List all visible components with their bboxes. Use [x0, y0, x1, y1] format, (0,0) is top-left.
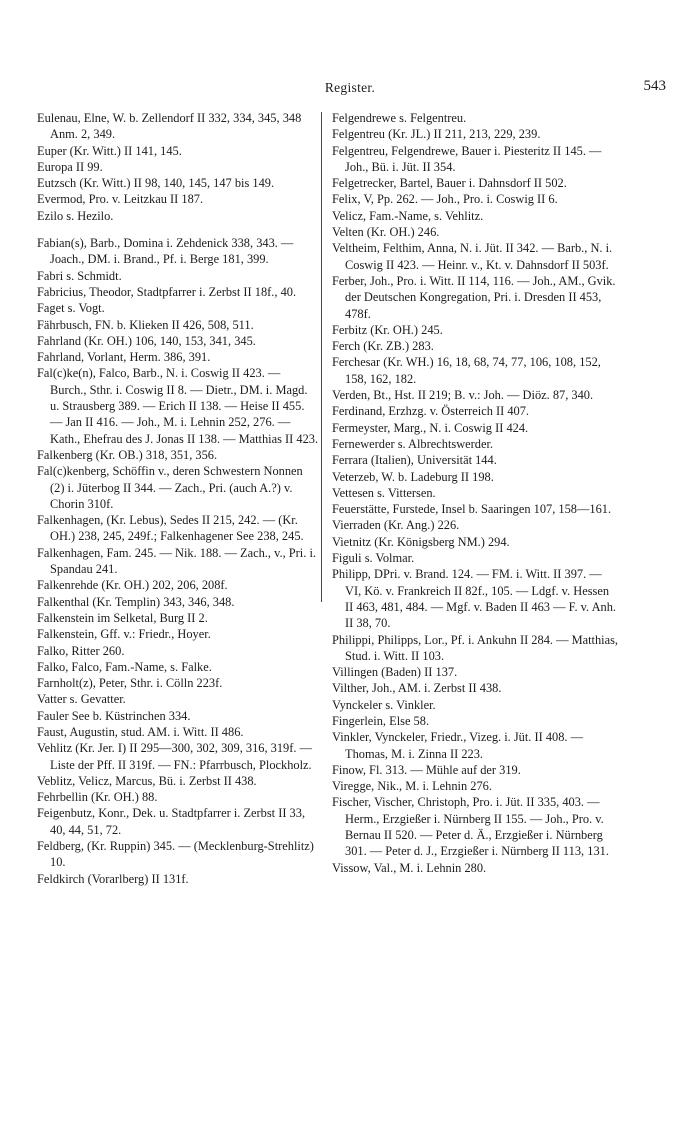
index-entry: Euper (Kr. Witt.) II 141, 145. — [37, 143, 182, 158]
index-entry: Falkenhagen, Fam. 245. — Nik. 188. — Zach., v., Pri. i. Spandau 241. — [37, 545, 316, 577]
index-entry: Fahrland, Vorlant, Herm. 386, 391. — [37, 350, 211, 365]
index-entry: Eutzsch (Kr. Witt.) II 98, 140, 145, 147 bis 149. — [37, 176, 275, 191]
index-entry: Eulenau, Elne, W. b. Zellendorf II 332, 334, 345, 348 Anm. 2, 349. — [37, 111, 302, 142]
index-entry: Vilther, Joh., AM. i. Zerbst II 438. — [332, 681, 502, 696]
index-entry: Figuli s. Volmar. — [332, 551, 415, 566]
index-entry: Fabri s. Schmidt. — [37, 268, 122, 283]
index-entry: Veblitz, Velicz, Marcus, Bü. i. Zerbst II 438. — [37, 773, 257, 788]
index-entry: Falko, Ritter 260. — [37, 643, 125, 658]
index-entry: Feldkirch (Vorarlberg) II 131f. — [37, 871, 189, 886]
index-entry: Felgentreu, Felgendrewe, Bauer i. Piesteritz II 145. — Joh., Bü. i. Jüt. II 354. — [332, 143, 602, 174]
index-entry: Ferch (Kr. ZB.) 283. — [332, 339, 434, 354]
index-entry: Falkenstein, Gff. v.: Friedr., Hoyer. — [37, 627, 211, 642]
index-entry: Fährbusch, FN. b. Klieken II 426, 508, 511. — [37, 317, 254, 332]
index-entry: Europa II 99. — [37, 159, 103, 174]
index-entry: Vatter s. Gevatter. — [37, 692, 126, 707]
column-divider — [321, 112, 322, 602]
index-entry: Ferbitz (Kr. OH.) 245. — [332, 322, 443, 337]
index-entry: Fischer, Vischer, Christoph, Pro. i. Jüt. II 335, 403. — Herm., Erzgießer i. Nürnberg II 155. — Joh., Pro. v. Bernau II 520. — Peter d. Ä., Erzgießer i. Nürnberg 301. — Peter d. J., Erzgießer i. Nürnberg II 113, 131. — [332, 795, 609, 859]
index-entry: Farnholt(z), Peter, Sthr. i. Cölln 223f. — [37, 676, 223, 691]
index-entry: Felgetrecker, Bartel, Bauer i. Dahnsdorf II 502. — [332, 176, 567, 191]
index-entry: Fingerlein, Else 58. — [332, 713, 430, 728]
index-entry: Veltheim, Felthim, Anna, N. i. Jüt. II 342. — Barb., N. i. Coswig II 423. — Heinr. v., Kt. v. Dahnsdorf II 503f. — [332, 241, 613, 272]
index-entry: Ferchesar (Kr. WH.) 16, 18, 68, 74, 77, 106, 108, 152, 158, 162, 182. — [332, 355, 601, 386]
index-entry: Falkenhagen, (Kr. Lebus), Sedes II 215, 242. — (Kr. OH.) 238, 245, 249f.; Falkenhagener See 238, 245. — [37, 513, 304, 544]
page-number: 543 — [643, 78, 666, 94]
index-entry: Ferdinand, Erzhzg. v. Österreich II 407. — [332, 404, 530, 419]
index-entry: Ezilo s. Hezilo. — [37, 208, 114, 223]
index-entry: Fahrland (Kr. OH.) 106, 140, 153, 341, 345. — [37, 333, 256, 348]
index-entry: Velicz, Fam.-Name, s. Vehlitz. — [332, 208, 484, 223]
index-entry: Fabian(s), Barb., Domina i. Zehdenick 338, 343. — Joach., DM. i. Brand., Pf. i. Berge 181, 399. — [37, 236, 294, 267]
index-entry: Finow, Fl. 313. — Mühle auf der 319. — [332, 762, 521, 777]
index-entry: Vissow, Val., M. i. Lehnin 280. — [332, 860, 487, 875]
index-entry: Ferrara (Italien), Universität 144. — [332, 453, 497, 468]
index-entry: Falkenthal (Kr. Templin) 343, 346, 348. — [37, 594, 235, 609]
index-entry: Vierraden (Kr. Ang.) 226. — [332, 518, 460, 533]
index-entry: Fal(c)ke(n), Falco, Barb., N. i. Coswig II 423. — Burch., Sthr. i. Coswig II 8. — Dietr., DM. i. Magd. u. Strausberg 389. — Erich II 138. — Heise II 455. — Jan II 416. — Joh., M. i. Lehnin 252, 276. — Kath., Ehefrau des J. Jonas II 138. — Matthias II 423. — [37, 366, 319, 446]
page-header — [34, 78, 666, 98]
index-entry: Evermod, Pro. v. Leitzkau II 187. — [37, 192, 204, 207]
index-entry: Philipp, DPri. v. Brand. 124. — FM. i. Witt. II 397. — VI, Kö. v. Frankreich II 82f., 105. — Ldgf. v. Hessen II 463, 481, 484. — Mgf. v. Baden II 463 — F. v. Anh. II 38, 70. — [332, 567, 617, 631]
index-entry: Philippi, Philipps, Lor., Pf. i. Ankuhn II 284. — Matthias, Stud. i. Witt. II 103. — [332, 632, 619, 663]
index-entry: Vehlitz (Kr. Jer. I) II 295—300, 302, 309, 316, 319f. — Liste der Pff. II 319f. — FN.: Pfarrbusch, Plockholz. — [37, 741, 312, 772]
index-entry: Felgendrewe s. Felgentreu. — [332, 111, 467, 125]
index-entry: Fermeyster, Marg., N. i. Coswig II 424. — [332, 420, 529, 435]
index-entry: Faust, Augustin, stud. AM. i. Witt. II 486. — [37, 724, 244, 739]
index-entry: Villingen (Baden) II 137. — [332, 665, 458, 680]
index-entry: Falkenrehde (Kr. OH.) 202, 206, 208f. — [37, 578, 228, 593]
running-title: Register. — [324, 80, 376, 95]
right-column — [332, 110, 620, 876]
index-entry: Vietnitz (Kr. Königsberg NM.) 294. — [332, 534, 510, 549]
index-entry: Verden, Bt., Hst. II 219; B. v.: Joh. — Diöz. 87, 340. — [332, 388, 594, 403]
index-entry: Fehrbellin (Kr. OH.) 88. — [37, 790, 158, 805]
index-entry: Ferber, Joh., Pro. i. Witt. II 114, 116. — Joh., AM., Gvik. der Deutschen Kongregation, Pri. i. Dresden II 453, 478f. — [332, 273, 616, 321]
index-entry: Felix, V, Pp. 262. — Joh., Pro. i. Coswig II 6. — [332, 192, 558, 207]
index-entry: Felgentreu (Kr. JL.) II 211, 213, 229, 239. — [332, 127, 541, 142]
index-entry: Vinkler, Vynckeler, Friedr., Vizeg. i. Jüt. II 408. — Thomas, M. i. Zinna II 223. — [332, 730, 584, 761]
left-column — [37, 110, 319, 887]
index-entry: Faget s. Vogt. — [37, 301, 105, 316]
index-entry: Feigenbutz, Konr., Dek. u. Stadtpfarrer i. Zerbst II 33, 40, 44, 51, 72. — [37, 806, 306, 837]
section-gap — [37, 224, 319, 235]
index-entry: Falkenstein im Selketal, Burg II 2. — [37, 610, 208, 625]
index-entry: Fauler See b. Küstrinchen 334. — [37, 708, 191, 723]
index-entry: Velten (Kr. OH.) 246. — [332, 225, 440, 240]
index-entry: Falko, Falco, Fam.-Name, s. Falke. — [37, 659, 212, 674]
index-entry: Viregge, Nik., M. i. Lehnin 276. — [332, 779, 492, 794]
index-entry: Feldberg, (Kr. Ruppin) 345. — (Mecklenburg-Strehlitz) 10. — [37, 839, 314, 870]
index-entry: Feuerstätte, Furstede, Insel b. Saaringen 107, 158—161. — [332, 502, 612, 517]
index-entry: Fabricius, Theodor, Stadtpfarrer i. Zerbst II 18f., 40. — [37, 284, 297, 299]
index-entry: Vynckeler s. Vinkler. — [332, 697, 436, 712]
index-entry: Vettesen s. Vittersen. — [332, 485, 436, 500]
index-entry: Fernewerder s. Albrechtswerder. — [332, 436, 494, 451]
index-entry: Fal(c)kenberg, Schöffin v., deren Schwestern Nonnen (2) i. Jüterbog II 344. — Zach., Pri. (auch A.?) v. Chorin 310f. — [37, 464, 303, 511]
index-entry: Veterzeb, W. b. Ladeburg II 198. — [332, 469, 494, 484]
index-entry: Falkenberg (Kr. OB.) 318, 351, 356. — [37, 447, 218, 462]
